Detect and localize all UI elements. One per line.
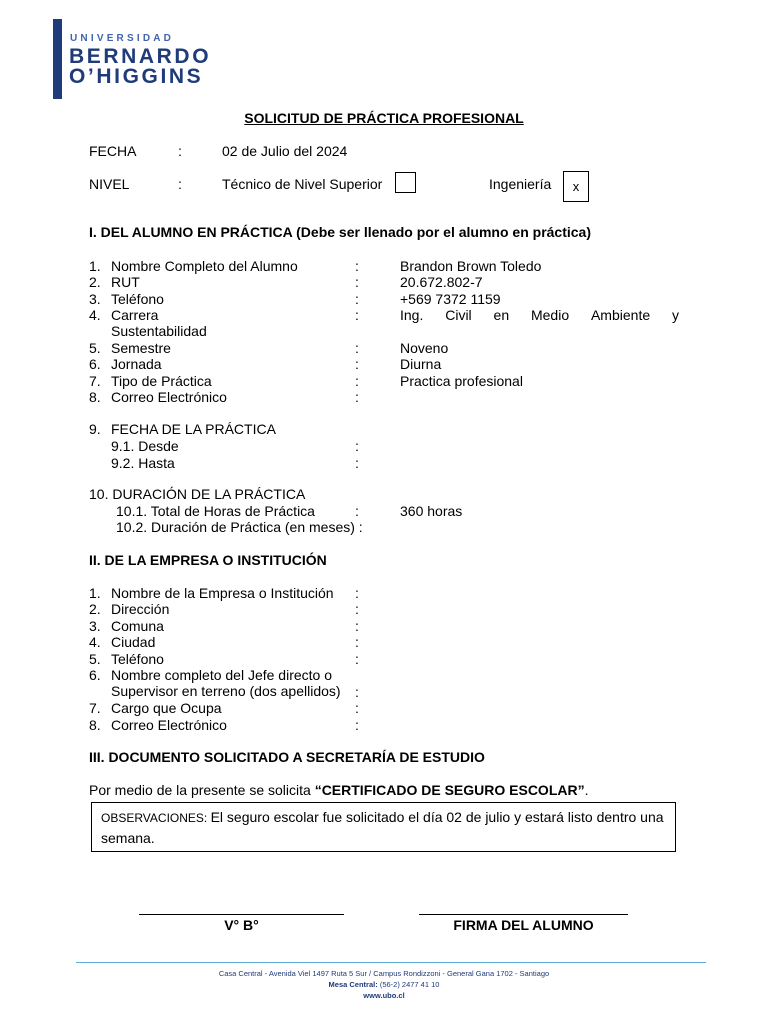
list-item-number: 5. (89, 651, 101, 667)
vobo-label: V° B° (224, 917, 259, 933)
section2-heading: II. DE LA EMPRESA O INSTITUCIÓN (89, 552, 327, 568)
list-item-number: 3. (89, 291, 101, 307)
list-item-value: 20.672.802-7 (400, 274, 483, 290)
fecha-practica-number: 9. (89, 421, 101, 437)
list-item-sep: : (355, 307, 359, 323)
list-item-label: Jornada (111, 356, 162, 372)
list-item-sep: : (355, 700, 359, 716)
carrera-word: Ing. (400, 307, 424, 323)
list-item-label: Correo Electrónico (111, 389, 227, 405)
list-item-label: RUT (111, 274, 140, 290)
nivel-option-ingenieria: Ingeniería (489, 176, 552, 192)
duracion-label: 10. DURACIÓN DE LA PRÁCTICA (89, 486, 306, 502)
list-item-number: 7. (89, 700, 101, 716)
carrera-continuation: Sustentabilidad (111, 323, 207, 339)
list-item-label: Correo Electrónico (111, 717, 227, 733)
list-item-label: Nombre completo del Jefe directo o (111, 667, 332, 683)
list-item-sep: : (355, 258, 359, 274)
list-item-sep: : (355, 274, 359, 290)
vobo-signature-line (139, 914, 344, 915)
list-item-number: 6. (89, 667, 101, 683)
solicitud-document: “CERTIFICADO DE SEGURO ESCOLAR” (314, 782, 585, 798)
total-horas-label: 10.1. Total de Horas de Práctica (116, 503, 315, 519)
ingenieria-checkbox[interactable]: x (563, 171, 589, 202)
list-item-label: Nombre de la Empresa o Institución (111, 585, 334, 601)
list-item-number: 4. (89, 634, 101, 650)
list-item-number: 8. (89, 389, 101, 405)
footer-rule (76, 962, 706, 963)
list-item-label-continuation: Supervisor en terreno (dos apellidos) (111, 683, 341, 699)
carrera-word: Civil (445, 307, 472, 323)
logo-ohiggins: O’HIGGINS (69, 65, 204, 88)
logo-bar (53, 19, 62, 99)
list-item-label: Comuna (111, 618, 164, 634)
total-horas-value: 360 horas (400, 503, 463, 519)
carrera-word: Medio (530, 307, 570, 323)
list-item-sep: : (355, 340, 359, 356)
tecnico-checkbox[interactable] (395, 172, 416, 193)
list-item-number: 1. (89, 585, 101, 601)
nivel-label: NIVEL (89, 176, 130, 192)
list-item-label: Dirección (111, 601, 170, 617)
solicitud-end: . (584, 782, 589, 798)
total-horas-sep: : (355, 503, 359, 519)
list-item-value: Brandon Brown Toledo (400, 258, 542, 274)
fecha-desde-label: 9.1. Desde (111, 438, 179, 454)
list-item-sep: : (355, 634, 359, 650)
list-item-sep: : (355, 717, 359, 733)
observaciones-box[interactable] (91, 802, 676, 852)
list-item-value: Noveno (400, 340, 449, 356)
list-item-number: 2. (89, 601, 101, 617)
list-item-number: 4. (89, 307, 101, 323)
solicitud-text (89, 782, 588, 799)
student-signature-label: FIRMA DEL ALUMNO (453, 917, 594, 933)
carrera-word: y (671, 307, 679, 323)
list-item-sep: : (355, 389, 359, 405)
list-item-sep: : (355, 684, 359, 700)
section3-heading: III. DOCUMENTO SOLICITADO A SECRETARÍA DE ESTUDIO (89, 749, 485, 765)
nivel-option-tecnico: Técnico de Nivel Superior (222, 176, 383, 192)
fecha-hasta-label: 9.2. Hasta (111, 455, 175, 471)
list-item-number: 5. (89, 340, 101, 356)
list-item-number: 6. (89, 356, 101, 372)
document-title: SOLICITUD DE PRÁCTICA PROFESIONAL (244, 110, 524, 126)
list-item-sep: : (355, 373, 359, 389)
section1-heading: I. DEL ALUMNO EN PRÁCTICA (Debe ser llenado por el alumno en práctica) (89, 224, 592, 240)
observaciones-text: El seguro escolar fue solicitado el día 02 de julio y estará listo dentro una semana. (101, 809, 664, 846)
footer-phone-label: Mesa Central: (328, 980, 378, 989)
list-item-label: Ciudad (111, 634, 156, 650)
fecha-label: FECHA (89, 143, 137, 159)
logo-universidad: UNIVERSIDAD (70, 33, 175, 44)
carrera-value (400, 307, 679, 324)
list-item-label: Nombre Completo del Alumno (111, 258, 298, 274)
list-item-label: Cargo que Ocupa (111, 700, 222, 716)
list-item-label: Semestre (111, 340, 171, 356)
observaciones-label: OBSERVACIONES: (101, 811, 211, 825)
list-item-label: Teléfono (111, 651, 164, 667)
list-item-sep: : (355, 618, 359, 634)
list-item-value: +569 7372 1159 (400, 291, 501, 307)
fecha-desde-sep: : (355, 438, 359, 454)
logo-bernardo: BERNARDO (69, 45, 212, 68)
list-item-sep: : (355, 651, 359, 667)
list-item-label: Tipo de Práctica (111, 373, 212, 389)
list-item-label: Teléfono (111, 291, 164, 307)
nivel-sep: : (178, 176, 182, 192)
list-item-value: Diurna (400, 356, 442, 372)
footer-website[interactable]: www.ubo.cl (363, 991, 405, 1000)
list-item-number: 7. (89, 373, 101, 389)
list-item-number: 8. (89, 717, 101, 733)
footer-phone-number: (56-2) 2477 41 10 (377, 980, 440, 989)
list-item-value: Practica profesional (400, 373, 523, 389)
list-item-number: 2. (89, 274, 101, 290)
fecha-hasta-sep: : (355, 455, 359, 471)
student-signature-line (419, 914, 628, 915)
list-item-sep: : (355, 356, 359, 372)
list-item-sep: : (355, 601, 359, 617)
footer-phone (0, 979, 768, 990)
list-item-sep: : (355, 291, 359, 307)
list-item-number: 1. (89, 258, 101, 274)
list-item-label: Carrera (111, 307, 159, 323)
carrera-word: Ambiente (590, 307, 651, 323)
carrera-word: en (493, 307, 510, 323)
solicitud-intro: Por medio de la presente se solicita (89, 782, 315, 798)
footer-address: Casa Central - Avenida Viel 1497 Ruta 5 Sur / Campus Rondizzoni - General Gana 1702 - Santiago (218, 969, 550, 978)
duracion-meses-label: 10.2. Duración de Práctica (en meses) : (116, 519, 363, 535)
list-item-number: 3. (89, 618, 101, 634)
list-item-sep: : (355, 585, 359, 601)
fecha-sep: : (178, 143, 182, 159)
fecha-practica-label: FECHA DE LA PRÁCTICA (111, 421, 276, 437)
fecha-value: 02 de Julio del 2024 (222, 143, 348, 159)
